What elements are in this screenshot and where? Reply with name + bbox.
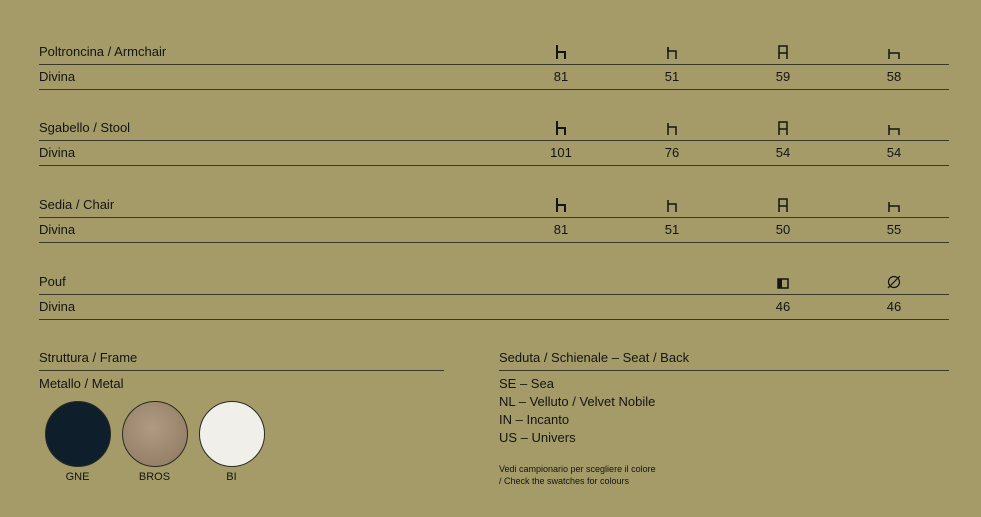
frame-section — [39, 348, 444, 483]
dimension-value: 55 — [886, 222, 902, 237]
swatch-bi[interactable] — [199, 401, 265, 467]
product-section-stool — [39, 116, 949, 166]
dimension-value: 81 — [553, 69, 569, 84]
seat-back-section — [499, 348, 949, 487]
model-name: Divina — [39, 299, 76, 314]
height-square-icon — [753, 278, 813, 289]
swatch-gne[interactable] — [45, 401, 111, 467]
swatch-item[interactable] — [193, 401, 270, 483]
section-header-row — [39, 270, 949, 295]
seat-back-title: Seduta / Schienale – Seat / Back — [499, 348, 949, 371]
width-icon — [753, 45, 813, 59]
model-row — [39, 218, 949, 243]
section-title: Sedia / Chair — [39, 197, 115, 212]
depth-icon — [864, 47, 924, 59]
model-name: Divina — [39, 222, 76, 237]
dimension-value: 50 — [775, 222, 791, 237]
upholstery-list — [499, 375, 949, 447]
chair-height-icon — [531, 45, 591, 59]
seat-height-icon — [642, 47, 702, 59]
model-row — [39, 65, 949, 90]
width-icon — [753, 121, 813, 135]
dimension-value: 46 — [886, 299, 902, 314]
diameter-icon — [864, 275, 924, 289]
chair-height-icon — [531, 198, 591, 212]
dimension-value: 51 — [664, 69, 680, 84]
dimension-value: 76 — [664, 145, 680, 160]
section-title: Sgabello / Stool — [39, 120, 131, 135]
depth-icon — [864, 200, 924, 212]
swatch-code: BI — [226, 471, 237, 483]
upholstery-item: NL – Velluto / Velvet Nobile — [499, 394, 656, 409]
model-row — [39, 141, 949, 166]
section-header-row — [39, 193, 949, 218]
seat-height-icon — [642, 200, 702, 212]
model-row — [39, 295, 949, 320]
depth-icon — [864, 123, 924, 135]
chair-height-icon — [531, 121, 591, 135]
upholstery-item: SE – Sea — [499, 376, 554, 391]
seat-height-icon — [642, 123, 702, 135]
upholstery-item: IN – Incanto — [499, 412, 570, 427]
product-section-pouf — [39, 270, 949, 320]
note-line: / Check the swatches for colours — [499, 476, 630, 486]
swatch-code: GNE — [65, 471, 90, 483]
dimension-value: 54 — [886, 145, 902, 160]
section-header-row — [39, 40, 949, 65]
frame-title: Struttura / Frame — [39, 348, 444, 371]
model-name: Divina — [39, 145, 76, 160]
upholstery-item: US – Univers — [499, 430, 576, 445]
frame-material: Metallo / Metal — [39, 376, 124, 391]
dimension-value: 58 — [886, 69, 902, 84]
swatch-list — [39, 401, 444, 483]
dimension-value: 81 — [553, 222, 569, 237]
swatch-bros[interactable] — [122, 401, 188, 467]
swatch-code: BROS — [138, 471, 171, 483]
section-title: Poltroncina / Armchair — [39, 44, 167, 59]
dimension-value: 46 — [775, 299, 791, 314]
dimension-value: 101 — [550, 145, 572, 160]
note-line: Vedi campionario per scegliere il colore — [499, 464, 656, 474]
product-section-armchair — [39, 40, 949, 90]
swatch-item[interactable] — [116, 401, 193, 483]
model-name: Divina — [39, 69, 76, 84]
dimension-value: 59 — [775, 69, 791, 84]
swatch-item[interactable] — [39, 401, 116, 483]
swatch-note — [499, 463, 949, 487]
width-icon — [753, 198, 813, 212]
section-title: Pouf — [39, 274, 66, 289]
dimension-value: 51 — [664, 222, 680, 237]
product-section-chair — [39, 193, 949, 243]
section-header-row — [39, 116, 949, 141]
dimension-value: 54 — [775, 145, 791, 160]
